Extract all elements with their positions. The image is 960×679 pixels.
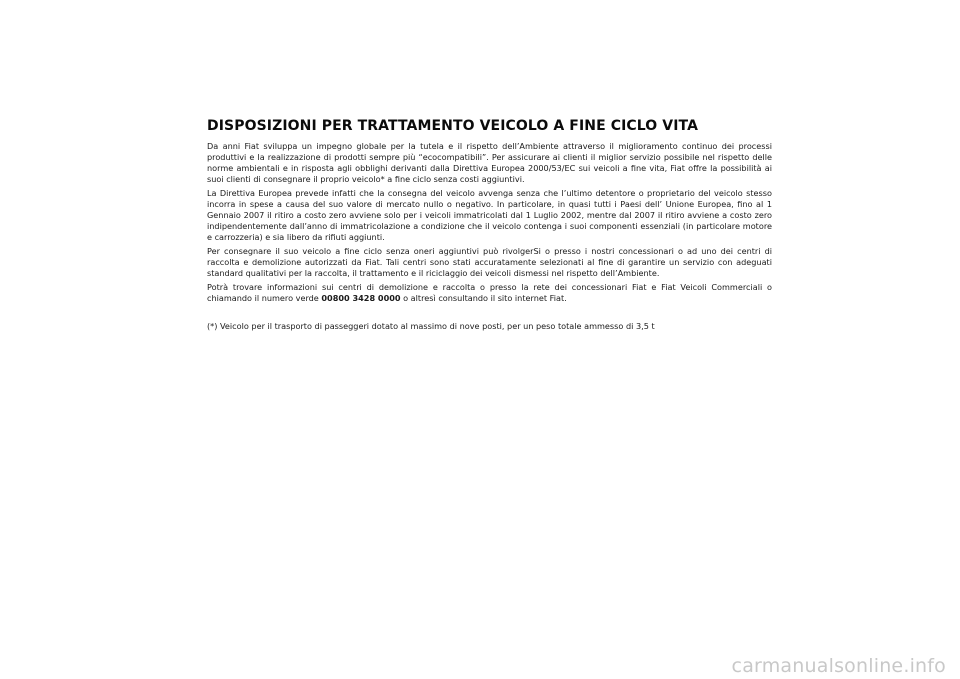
watermark: carmanualsonline.info xyxy=(731,655,946,677)
contact-text-after: o altresì consultando il sito internet Fiat. xyxy=(400,292,567,303)
toll-free-number: 00800 3428 0000 xyxy=(321,292,401,303)
paragraph-intro: Da anni Fiat sviluppa un impegno globale per la tutela e il rispetto dell’Ambiente attraverso il miglioramento continuo dei processi produttivi e la realizzazione di prodotti sempre più “ecocompatibili”. Per assicurare ai clienti il miglior servizio possibile nel rispetto delle norme ambientali e in risposta agli obblighi derivanti dalla Direttiva Europea 2000/53/EC sui veicoli a fine vita, Fiat offre la possibilità ai suoi clienti di consegnare il proprio veicolo* a fine ciclo senza costi aggiuntivi. xyxy=(207,141,772,185)
paragraph-directive: La Direttiva Europea prevede infatti che la consegna del veicolo avvenga senza che l’ultimo detentore o proprietario del veicolo stesso incorra in spese a causa del suo valore di mercato nullo o negativo. In particolare, in quasi tutti i Paesi dell’ Unione Europea, fino al 1 Gennaio 2007 il ritiro a costo zero avviene solo per i veicoli immatricolati dal 1 Luglio 2002, mentre dal 2007 il ritiro avviene a costo zero indipendentemente dall’anno di immatricolazione a condizione che il veicolo contenga i suoi componenti essenziali (in particolare motore e carrozzeria) e sia libero da rifiuti aggiunti. xyxy=(207,187,772,243)
paragraph-contact xyxy=(207,282,772,304)
footnote: (*) Veicolo per il trasporto di passeggeri dotato al massimo di nove posti, per un peso totale ammesso di 3,5 t xyxy=(207,320,655,331)
contact-text-before: Potrà trovare informazioni sui centri di demolizione e raccolta o presso la rete dei concessionari Fiat e Fiat Veicoli Commerciali o chiamando il numero verde xyxy=(207,281,772,303)
page-content xyxy=(207,117,772,332)
paragraph-delivery: Per consegnare il suo veicolo a fine ciclo senza oneri aggiuntivi può rivolgerSi o presso i nostri concessionari o ad uno dei centri di raccolta e demolizione autorizzati da Fiat. Tali centri sono stati accuratamente selezionati al fine di garantire un servizio con adeguati standard qualitativi per la raccolta, il trattamento e il riciclaggio dei veicoli dismessi nel rispetto dell’Ambiente. xyxy=(207,245,772,279)
page-title: DISPOSIZIONI PER TRATTAMENTO VEICOLO A FINE CICLO VITA xyxy=(207,118,699,134)
